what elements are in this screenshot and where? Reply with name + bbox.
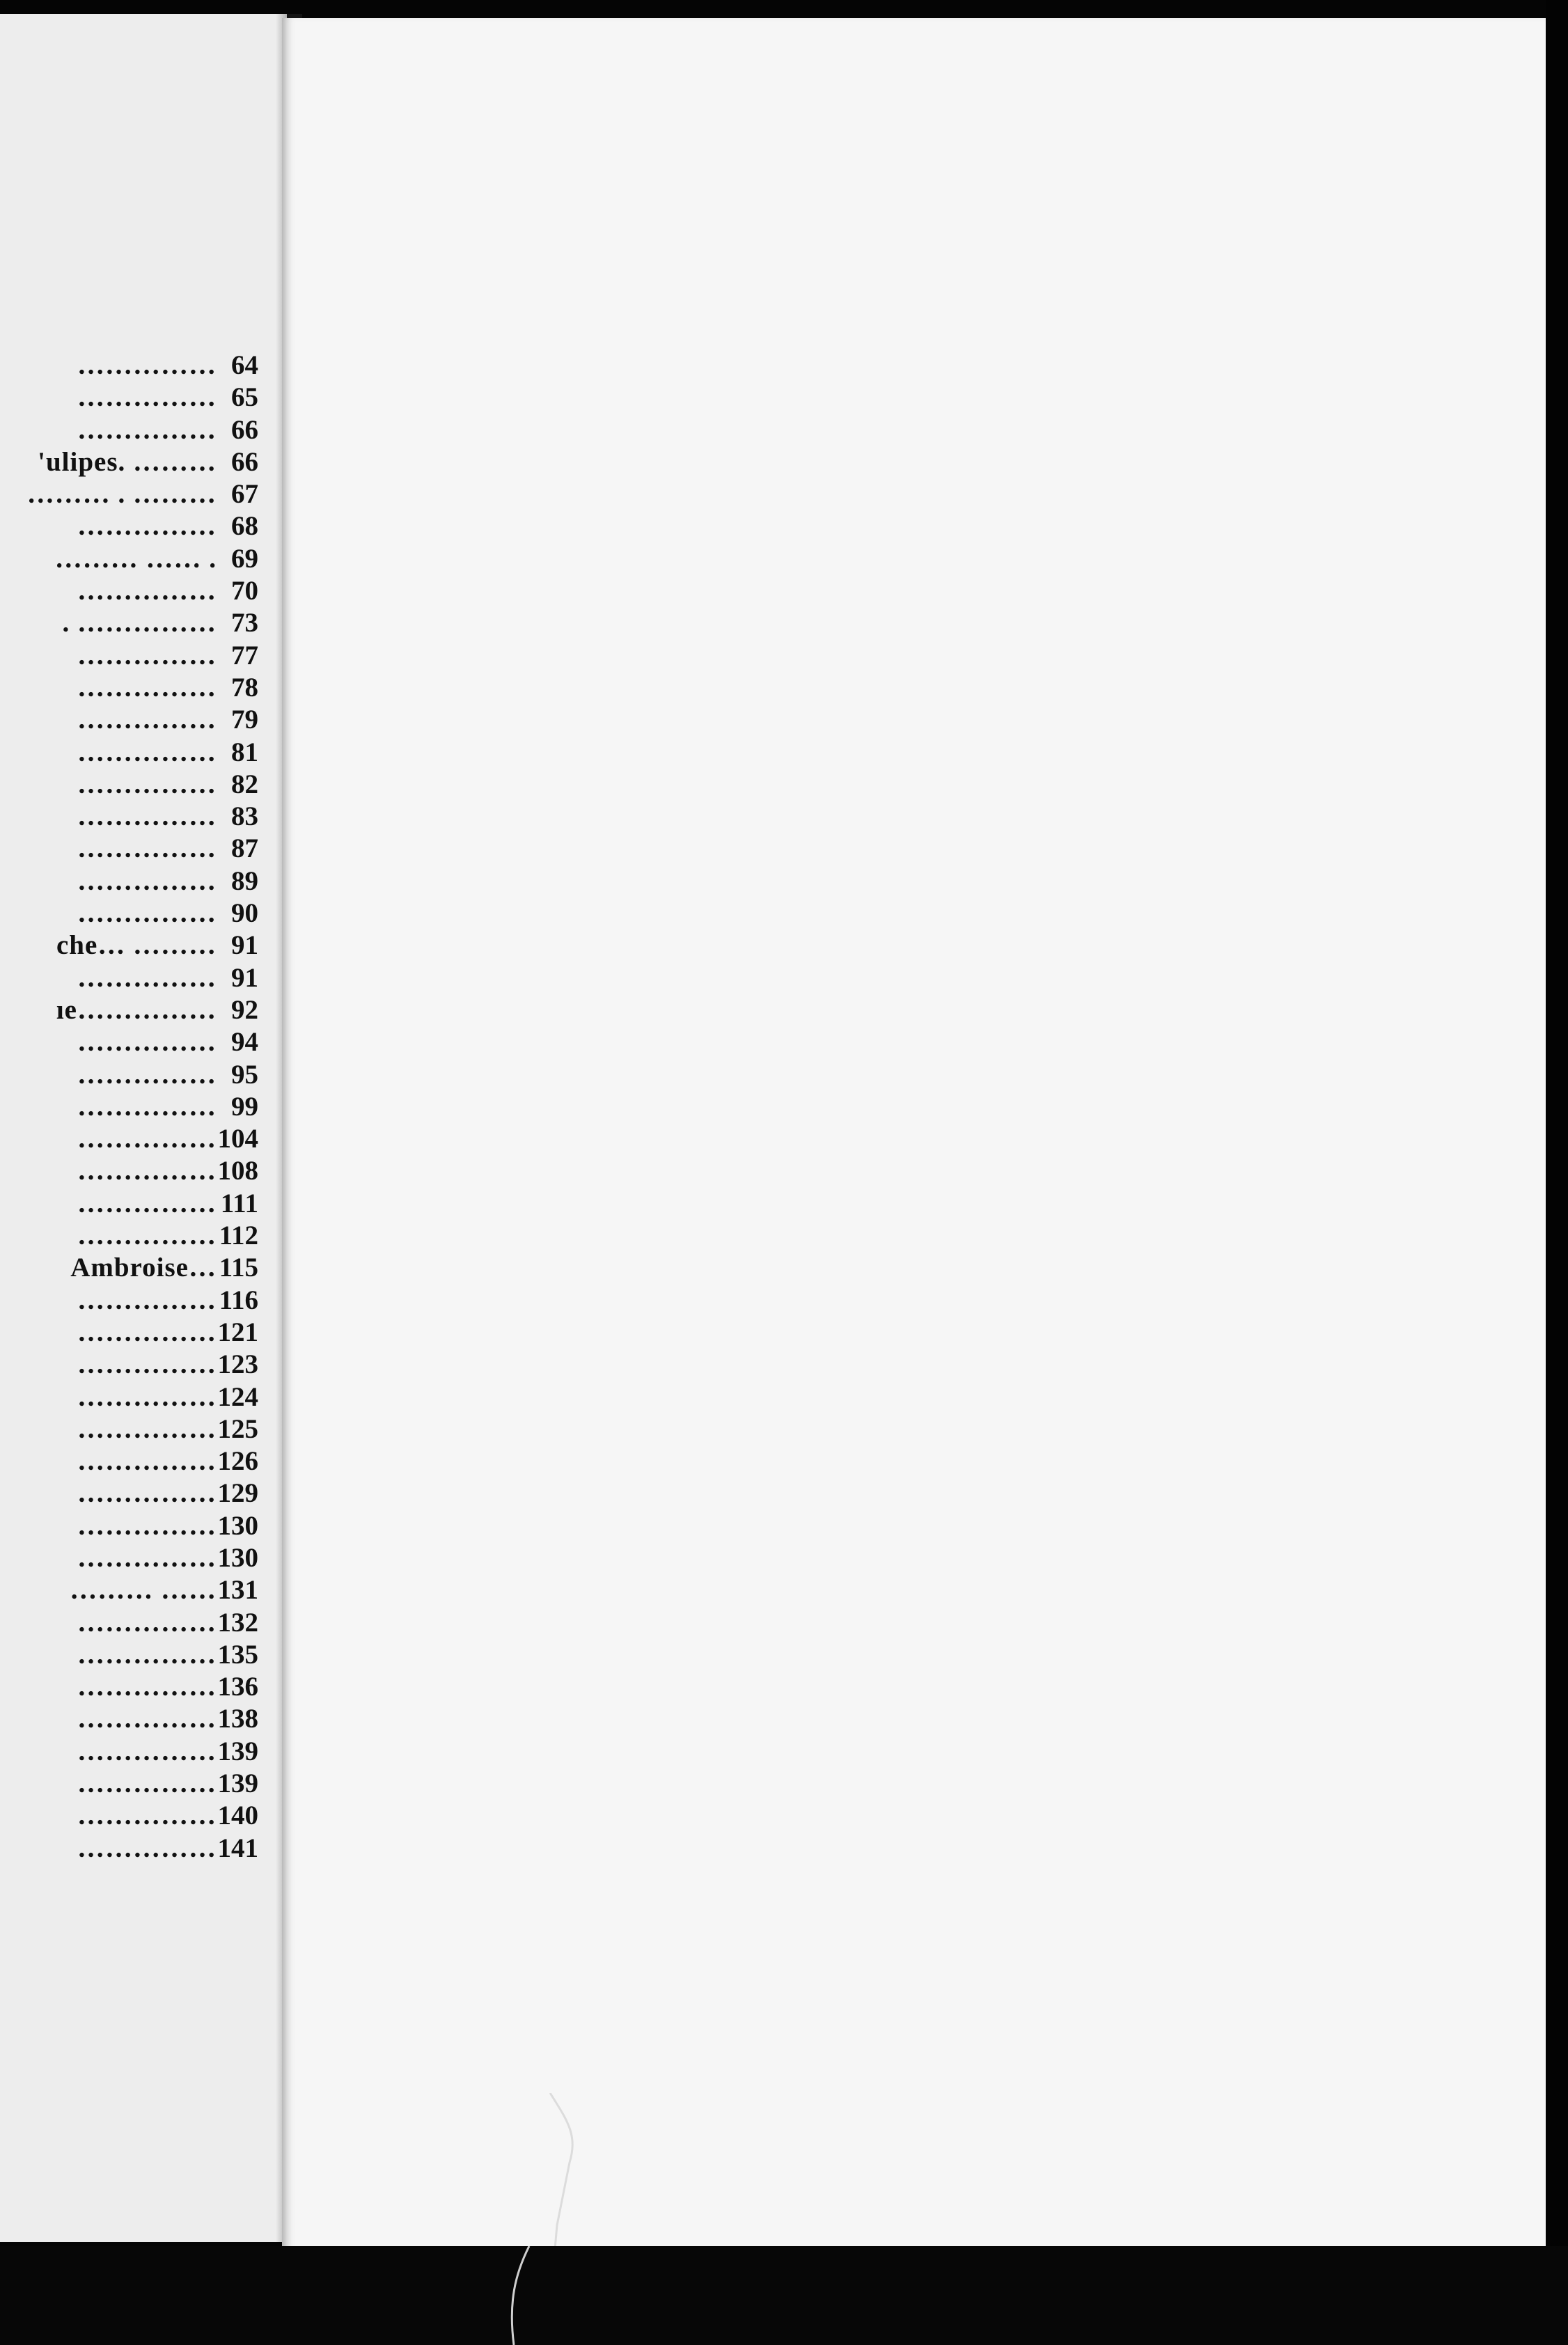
toc-entry-page-number: 82 xyxy=(231,769,258,799)
toc-entry-label: …………… xyxy=(77,865,217,896)
toc-entry xyxy=(0,543,275,575)
toc-entry-label: …………… xyxy=(77,1221,217,1251)
toc-entry xyxy=(0,1768,275,1800)
toc-entry-page-number: 94 xyxy=(231,1027,258,1058)
toc-entry xyxy=(0,1026,275,1058)
toc-entry-page-number: 125 xyxy=(217,1413,258,1444)
toc-entry-page-number: 129 xyxy=(217,1478,258,1509)
left-page xyxy=(0,14,287,2242)
toc-entry xyxy=(0,1671,275,1703)
toc-entry xyxy=(0,962,275,994)
toc-entry-label: …………… xyxy=(77,1607,217,1638)
toc-entry-page-number: 73 xyxy=(231,608,258,638)
toc-entry-page-number: 130 xyxy=(217,1542,258,1573)
paper-thread-mark xyxy=(501,2246,585,2345)
toc-entry xyxy=(0,510,275,542)
toc-entry-label: …………… xyxy=(77,1124,217,1154)
toc-entry-label: …………… xyxy=(77,1156,217,1186)
toc-entry xyxy=(0,1800,275,1832)
toc-entry-page-number: 136 xyxy=(217,1672,258,1702)
toc-entry-page-number: 91 xyxy=(231,962,258,993)
toc-entry-page-number: 66 xyxy=(231,446,258,477)
toc-entry-label: …………… xyxy=(77,769,217,799)
toc-entry xyxy=(0,1349,275,1381)
toc-entry-label: …………… xyxy=(77,1833,217,1863)
toc-entry-page-number: 138 xyxy=(217,1704,258,1734)
toc-entry-page-number: 89 xyxy=(231,865,258,896)
toc-entry-label: …………… xyxy=(77,1091,217,1122)
toc-entry-label: …………… xyxy=(77,1446,217,1477)
toc-entry xyxy=(0,1703,275,1735)
toc-entry-label: …………… xyxy=(77,1381,217,1412)
toc-entry xyxy=(0,1188,275,1220)
toc-entry-label: …………… xyxy=(77,1478,217,1509)
toc-entry-label: Ambroise… xyxy=(70,1253,217,1283)
toc-entry xyxy=(0,1639,275,1671)
toc-entry-page-number: 79 xyxy=(231,705,258,735)
toc-entry-page-number: 90 xyxy=(231,898,258,929)
toc-entry-label: …………… xyxy=(77,1704,217,1734)
toc-entry-label: …………… xyxy=(77,1317,217,1347)
toc-entry xyxy=(0,1413,275,1445)
toc-entry-page-number: 83 xyxy=(231,801,258,832)
table-of-contents xyxy=(0,350,275,1865)
toc-entry xyxy=(0,865,275,897)
toc-entry-label: …………… xyxy=(77,801,217,832)
toc-entry-page-number: 135 xyxy=(217,1639,258,1670)
toc-entry-label: …………… xyxy=(77,1027,217,1058)
toc-entry-page-number: 121 xyxy=(217,1317,258,1347)
toc-entry-page-number: 123 xyxy=(217,1349,258,1380)
toc-entry-label: ……… …… . xyxy=(54,543,217,574)
toc-entry-page-number: 139 xyxy=(217,1736,258,1766)
toc-entry-label: …………… xyxy=(77,1801,217,1831)
toc-entry-label: …………… xyxy=(77,1349,217,1380)
toc-entry-page-number: 70 xyxy=(231,576,258,606)
toc-entry xyxy=(0,1477,275,1509)
toc-entry-label: …………… xyxy=(77,1188,217,1218)
toc-entry xyxy=(0,414,275,446)
toc-entry-page-number: 141 xyxy=(217,1833,258,1863)
toc-entry-label: …………… xyxy=(77,962,217,993)
toc-entry xyxy=(0,1542,275,1574)
blank-right-page xyxy=(282,18,1551,2254)
toc-entry-label: ıe…………… xyxy=(56,994,217,1025)
toc-entry-page-number: 67 xyxy=(231,479,258,510)
toc-entry-page-number: 139 xyxy=(217,1768,258,1799)
toc-entry-label: …………… xyxy=(77,672,217,703)
toc-entry-label: …………… xyxy=(77,705,217,735)
toc-entry-label: …………… xyxy=(77,350,217,380)
scanner-bottom-edge xyxy=(0,2246,1568,2345)
toc-entry-label: …………… xyxy=(77,898,217,929)
toc-entry-label: …………… xyxy=(77,1542,217,1573)
toc-entry xyxy=(0,1123,275,1155)
toc-entry-page-number: 64 xyxy=(231,350,258,380)
toc-entry-page-number: 140 xyxy=(217,1801,258,1831)
toc-entry-page-number: 87 xyxy=(231,833,258,864)
toc-entry xyxy=(0,1833,275,1865)
toc-entry-page-number: 66 xyxy=(231,414,258,445)
toc-entry-label: …………… xyxy=(77,414,217,445)
toc-entry-page-number: 108 xyxy=(217,1156,258,1186)
toc-entry-page-number: 116 xyxy=(219,1285,258,1315)
toc-entry-label: 'ulipes. ……… xyxy=(38,446,217,477)
toc-entry-page-number: 112 xyxy=(219,1221,258,1251)
toc-entry-page-number: 111 xyxy=(220,1188,258,1218)
toc-entry-page-number: 69 xyxy=(231,543,258,574)
toc-entry xyxy=(0,446,275,478)
toc-entry xyxy=(0,1155,275,1187)
toc-entry xyxy=(0,478,275,510)
toc-entry-label: …………… xyxy=(77,1639,217,1670)
toc-entry-label: …………… xyxy=(77,1285,217,1315)
toc-entry-label: …………… xyxy=(77,1059,217,1090)
toc-entry xyxy=(0,801,275,833)
toc-entry xyxy=(0,994,275,1026)
toc-entry-page-number: 126 xyxy=(217,1446,258,1477)
toc-entry xyxy=(0,1445,275,1477)
toc-entry xyxy=(0,575,275,607)
toc-entry xyxy=(0,1574,275,1606)
toc-entry-label: …………… xyxy=(77,1413,217,1444)
toc-entry xyxy=(0,607,275,639)
toc-entry-label: …………… xyxy=(77,382,217,413)
toc-entry xyxy=(0,1736,275,1768)
toc-entry xyxy=(0,833,275,865)
toc-entry xyxy=(0,704,275,736)
toc-entry-label: …………… xyxy=(77,576,217,606)
toc-entry-label: …………… xyxy=(77,640,217,670)
toc-entry-page-number: 92 xyxy=(231,994,258,1025)
toc-entry-page-number: 104 xyxy=(217,1124,258,1154)
toc-entry-page-number: 130 xyxy=(217,1510,258,1541)
toc-entry-label: …………… xyxy=(77,737,217,767)
toc-entry-label: …………… xyxy=(77,1768,217,1799)
toc-entry xyxy=(0,1381,275,1413)
toc-entry-label: …………… xyxy=(77,1510,217,1541)
toc-entry xyxy=(0,1091,275,1123)
toc-entry-page-number: 95 xyxy=(231,1059,258,1090)
toc-entry-page-number: 132 xyxy=(217,1607,258,1638)
toc-entry xyxy=(0,1220,275,1252)
toc-entry xyxy=(0,640,275,672)
toc-entry xyxy=(0,1510,275,1542)
toc-entry-label: che… ……… xyxy=(56,930,217,961)
toc-entry xyxy=(0,382,275,414)
scanner-edge xyxy=(1546,0,1568,2345)
toc-entry xyxy=(0,1252,275,1284)
toc-entry xyxy=(0,897,275,930)
toc-entry-page-number: 124 xyxy=(217,1381,258,1412)
toc-entry-label: ……… . ……… xyxy=(26,479,217,510)
toc-entry xyxy=(0,1317,275,1349)
toc-entry xyxy=(0,672,275,704)
toc-entry xyxy=(0,769,275,801)
toc-entry-page-number: 68 xyxy=(231,511,258,542)
toc-entry-label: …………… xyxy=(77,1672,217,1702)
toc-entry-label: ……… …… xyxy=(70,1575,217,1606)
toc-entry-page-number: 91 xyxy=(231,930,258,961)
toc-entry-page-number: 131 xyxy=(217,1575,258,1606)
toc-entry-label: …………… xyxy=(77,1736,217,1766)
toc-entry-page-number: 99 xyxy=(231,1091,258,1122)
toc-entry-page-number: 115 xyxy=(219,1253,258,1283)
toc-entry xyxy=(0,1285,275,1317)
toc-entry xyxy=(0,1059,275,1091)
toc-entry-page-number: 77 xyxy=(231,640,258,670)
toc-entry-page-number: 78 xyxy=(231,672,258,703)
toc-entry xyxy=(0,1607,275,1639)
toc-entry-label: …………… xyxy=(77,833,217,864)
toc-entry-page-number: 65 xyxy=(231,382,258,413)
toc-entry xyxy=(0,350,275,382)
toc-entry xyxy=(0,737,275,769)
toc-entry-label: . …………… xyxy=(62,608,217,638)
toc-entry xyxy=(0,930,275,962)
toc-entry-page-number: 81 xyxy=(231,737,258,767)
toc-entry-label: …………… xyxy=(77,511,217,542)
